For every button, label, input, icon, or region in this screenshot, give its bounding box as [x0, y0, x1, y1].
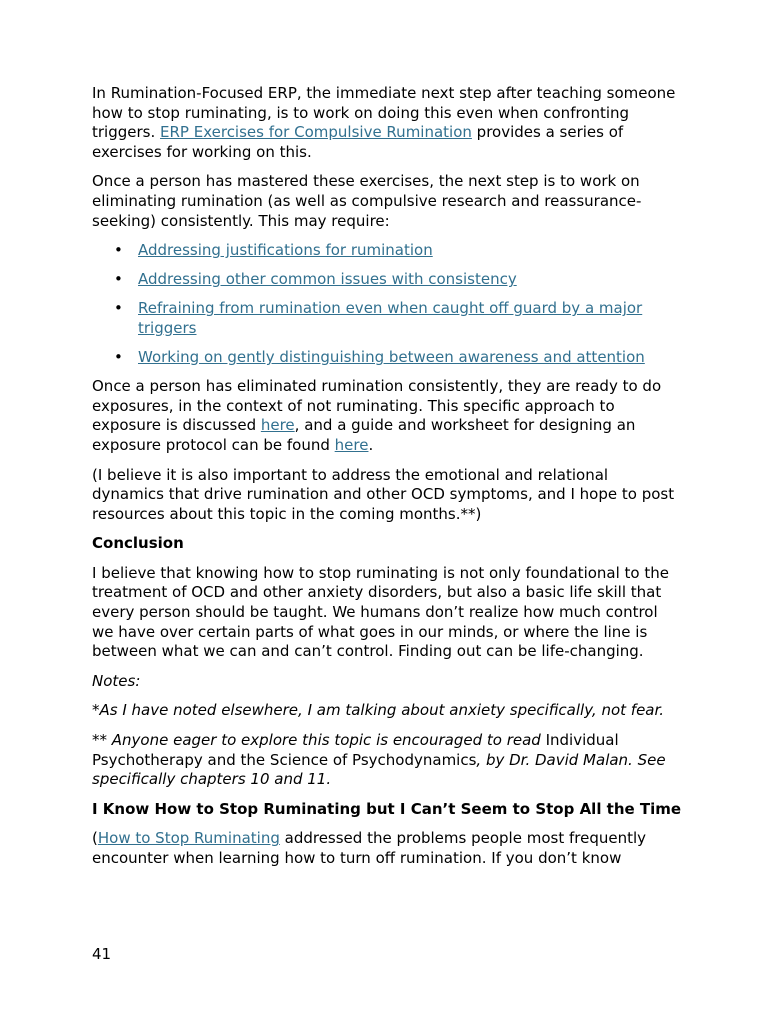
- bullet-list: [92, 241, 682, 367]
- list-item: [92, 270, 682, 290]
- link-awareness-and-attention[interactable]: Working on gently distinguishing between awareness and attention: [138, 348, 645, 367]
- paragraph-text: In Rumination-Focused ERP, the immediate next step after teaching someone how to stop ruminating, is to work on doing this even when confronting triggers.: [92, 84, 676, 142]
- paragraph-exposures: [92, 377, 682, 455]
- heading-conclusion: Conclusion: [92, 534, 184, 553]
- heading-cant-stop-all-the-time: I Know How to Stop Ruminating but I Can’t Seem to Stop All the Time: [92, 799, 682, 818]
- note-anxiety: *As I have noted elsewhere, I am talking about anxiety specifically, not fear.: [92, 701, 665, 720]
- link-how-to-stop-ruminating[interactable]: How to Stop Ruminating: [97, 829, 280, 848]
- page-number: 41: [92, 945, 112, 963]
- paragraph-text: addressed the problems people most frequently encounter when learning how to turn off rumination. If you don’t know: [92, 829, 647, 867]
- bullet-icon: •: [114, 348, 123, 367]
- list-item: [92, 348, 682, 368]
- paragraph-how-to-stop: [92, 829, 682, 868]
- book-title: Individual Psychotherapy and the Science of Psychodynamics: [92, 731, 619, 769]
- paragraph-emotional-dynamics: (I believe it is also important to address the emotional and relational dynamics that drive rumination and other OCD symptoms, and I hope to post resources about this topic in the coming months.**): [92, 465, 675, 523]
- link-refraining-from-rumination[interactable]: Refraining from rumination even when caught off guard by a major triggers: [138, 299, 643, 337]
- paragraph-conclusion: I believe that knowing how to stop ruminating is not only foundational to the treatment of OCD and other anxiety disorders, but also a basic life skill that every person should be taught. We humans don’t realize how much control we have over certain parts of what goes in our minds, or where the line is between what we can and can’t control. Finding out can be life-changing.: [92, 563, 669, 661]
- list-item: [92, 241, 682, 261]
- paragraph-erp-next-step: [92, 84, 682, 162]
- bullet-icon: •: [114, 270, 123, 289]
- paragraph-text: Once a person has eliminated rumination consistently, they are ready to do exposures, in the context of not ruminating. This specific approach to exposure is discussed: [92, 377, 662, 435]
- document-page: [92, 84, 682, 879]
- list-item: [92, 299, 682, 338]
- paragraph-mastered-exercises: Once a person has mastered these exercises, the next step is to work on eliminating rumination (as well as compulsive research and reassurance-seeking) consistently. This may require:: [92, 172, 642, 230]
- paragraph-text: provides a series of exercises for working on this.: [92, 123, 624, 161]
- notes-label: Notes:: [92, 671, 141, 690]
- bullet-icon: •: [114, 299, 123, 318]
- paragraph-text: (: [92, 829, 98, 848]
- paragraph-text: , and a guide and worksheet for designing an exposure protocol can be found: [92, 416, 636, 454]
- link-here-exposure-approach[interactable]: here: [260, 416, 295, 435]
- link-here-exposure-protocol[interactable]: here: [334, 435, 369, 454]
- paragraph-text: .: [368, 435, 374, 454]
- link-addressing-common-issues[interactable]: Addressing other common issues with consistency: [138, 270, 517, 289]
- note-text: Anyone eager to explore this topic is encouraged to read: [111, 731, 546, 750]
- link-erp-exercises[interactable]: ERP Exercises for Compulsive Rumination: [160, 123, 472, 142]
- note-text: , by Dr. David Malan. See specifically chapters 10 and 11.: [92, 750, 666, 789]
- bullet-icon: •: [114, 241, 123, 260]
- note-marker: **: [92, 731, 112, 750]
- note-further-reading: [92, 731, 682, 790]
- link-addressing-justifications[interactable]: Addressing justifications for rumination: [138, 241, 433, 260]
